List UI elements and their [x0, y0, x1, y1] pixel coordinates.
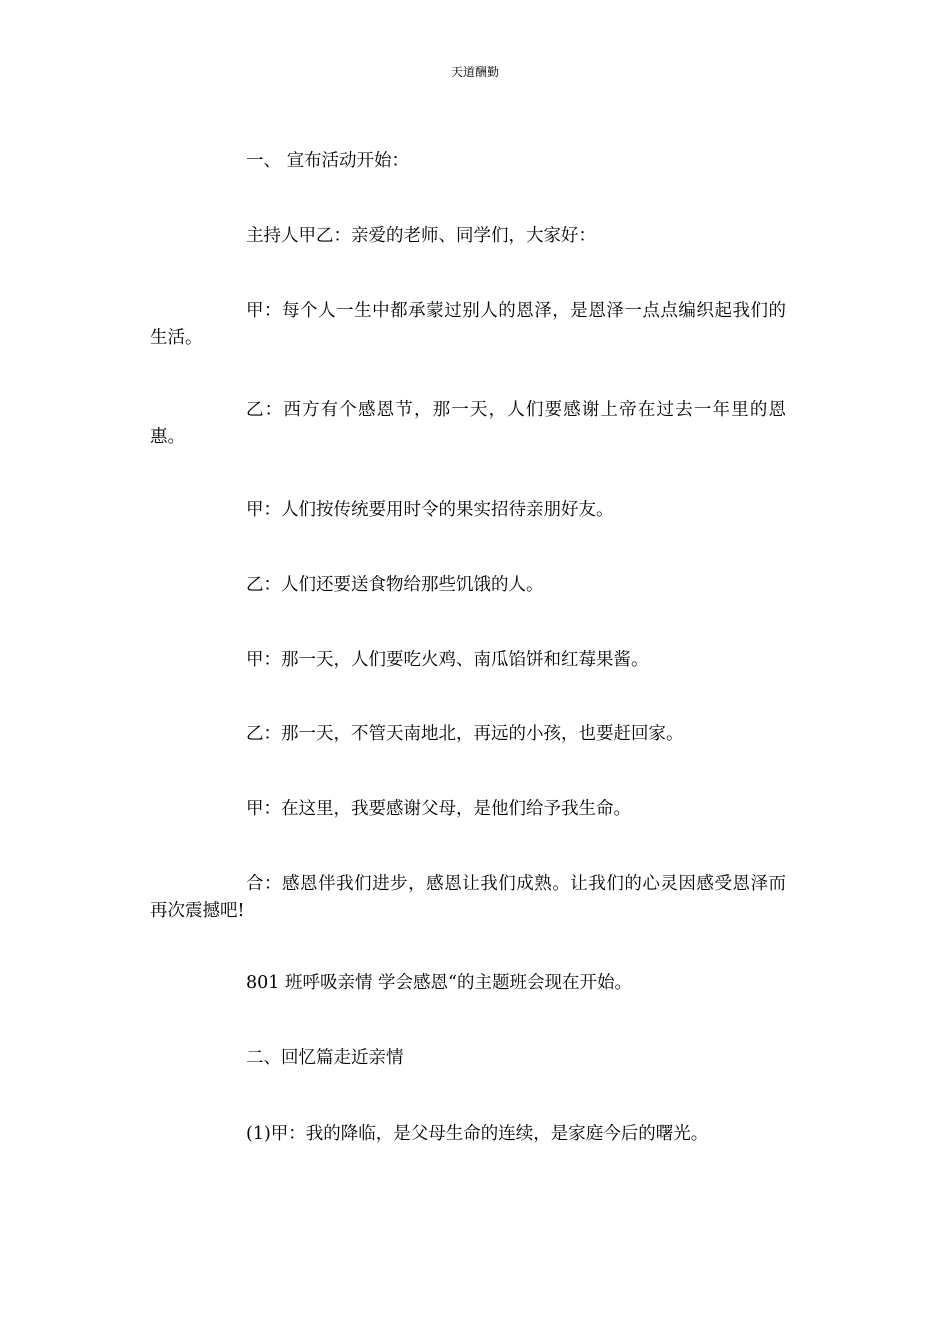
paragraph: 乙：西方有个感恩节，那一天，人们要感谢上帝在过去一年里的恩惠。: [150, 400, 786, 447]
paragraph: 甲：每个人一生中都承蒙过别人的恩泽，是恩泽一点点编织起我们的生活。: [150, 301, 786, 348]
paragraph: 甲：人们按传统要用时令的果实招待亲朋好友。: [246, 500, 614, 520]
paragraph-section-1-title: 一、 宣布活动开始：: [246, 151, 410, 171]
paragraph: 甲：那一天，人们要吃火鸡、南瓜馅饼和红莓果酱。: [246, 650, 649, 670]
paragraph: 801 班呼吸亲情 学会感恩“的主题班会现在开始。: [246, 973, 632, 993]
paragraph: 合：感恩伴我们进步，感恩让我们成熟。让我们的心灵因感受恩泽而再次震撼吧!: [150, 874, 786, 921]
paragraph: 乙：人们还要送食物给那些饥饿的人。: [246, 575, 544, 595]
paragraph-section-2-title: 二、回忆篇走近亲情: [246, 1048, 404, 1068]
paragraph: (1)甲：我的降临，是父母生命的连续，是家庭今后的曙光。: [246, 1124, 709, 1144]
paragraph-greeting: 主持人甲乙：亲爱的老师、同学们，大家好：: [246, 226, 596, 246]
paragraph: 乙：那一天，不管天南地北，再远的小孩，也要赶回家。: [246, 724, 684, 744]
page-header: 天道酬勤: [450, 65, 499, 79]
paragraph: 甲：在这里，我要感谢父母，是他们给予我生命。: [246, 799, 631, 819]
